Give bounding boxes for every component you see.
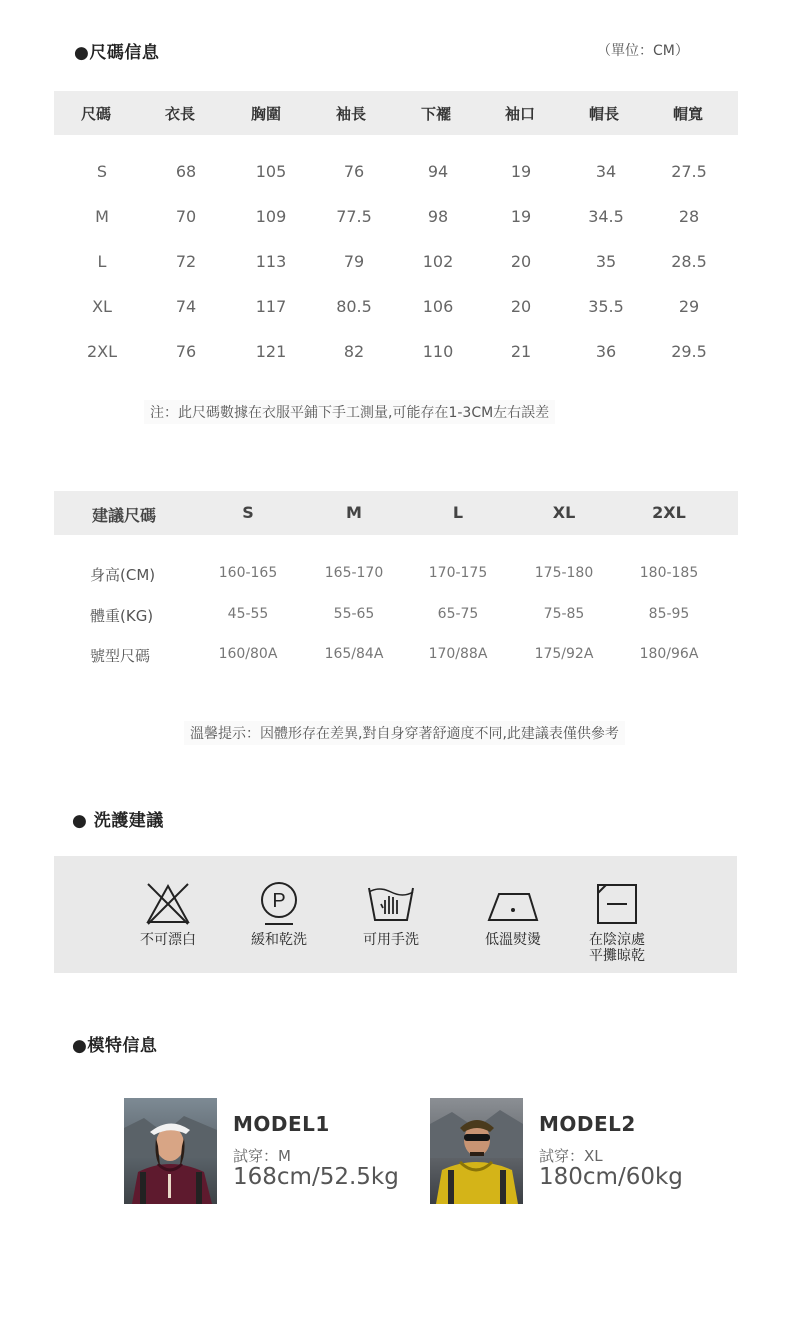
care-item (234, 880, 324, 948)
model2-measurements: 180cm/60kg (539, 1164, 683, 1190)
recommend-cell: 170/88A (428, 646, 488, 662)
size-cell: 102 (422, 252, 454, 271)
size-table-row (54, 205, 738, 229)
size-cell: 98 (427, 207, 449, 226)
size-cell: 117 (255, 297, 287, 316)
size-cell: 19 (510, 162, 532, 181)
size-cell: 80.5 (336, 297, 372, 316)
size-cell: M (95, 207, 109, 226)
care-item (123, 880, 213, 948)
size-cell: 28.5 (671, 252, 707, 271)
recommend-row-label: 體重(KG) (90, 607, 154, 625)
care-label: 可用手洗 (363, 932, 419, 948)
care-panel (54, 856, 737, 973)
size-table-row (54, 250, 738, 274)
size-header-cell: 帽長 (588, 105, 619, 123)
size-header-cell: 袖長 (335, 105, 366, 123)
recommend-table-row (54, 562, 738, 586)
size-header-cell: 尺碼 (80, 105, 111, 123)
size-table-row (54, 295, 738, 319)
svg-text:P: P (272, 890, 286, 912)
recommend-header-cell: XL (552, 503, 576, 522)
low-iron-icon (485, 880, 541, 928)
care-label: 緩和乾洗 (251, 932, 307, 948)
size-cell: 82 (343, 342, 365, 361)
gentle-dry-clean-icon (255, 880, 303, 928)
size-cell: 34.5 (588, 207, 624, 226)
size-cell: 19 (510, 207, 532, 226)
recommend-cell: 160-165 (218, 565, 278, 581)
recommend-header-cell: 2XL (652, 503, 686, 522)
model2-photo (430, 1098, 523, 1204)
size-cell: 77.5 (336, 207, 372, 226)
size-cell: 94 (427, 162, 449, 181)
size-cell: 76 (175, 342, 197, 361)
care-label: 不可漂白 (140, 932, 196, 948)
recommend-header-cell: S (242, 503, 254, 522)
size-note: 注：此尺碼數據在衣服平鋪下手工測量,可能存在1-3CM左右誤差 (144, 400, 555, 424)
size-cell: 110 (422, 342, 454, 361)
size-cell: S (96, 162, 108, 181)
model1-name: MODEL1 (233, 1112, 330, 1136)
model2-try-size: 試穿：XL (539, 1147, 603, 1165)
recommend-cell: 170-175 (428, 565, 488, 581)
recommend-cell: 175/92A (534, 646, 594, 662)
size-cell: 105 (255, 162, 287, 181)
size-cell: 113 (255, 252, 287, 271)
model1-measurements: 168cm/52.5kg (233, 1164, 399, 1190)
recommend-cell: 65-75 (437, 606, 479, 622)
recommend-table-row (54, 643, 738, 667)
size-header-cell: 胸圍 (250, 105, 281, 123)
care-item (572, 880, 662, 964)
model2-name: MODEL2 (539, 1112, 636, 1136)
size-cell: 35 (595, 252, 617, 271)
size-cell: 76 (343, 162, 365, 181)
size-table-row (54, 340, 738, 364)
size-cell: 29 (678, 297, 700, 316)
model1-try-size: 試穿：M (233, 1147, 291, 1165)
size-cell: XL (92, 297, 112, 316)
recommend-header-cell: L (452, 503, 464, 522)
size-cell: 36 (595, 342, 617, 361)
recommend-cell: 175-180 (534, 565, 594, 581)
model-info-title: ●模特信息 (72, 1036, 158, 1056)
care-item (468, 880, 558, 948)
size-cell: 74 (175, 297, 197, 316)
care-title: ● 洗護建議 (72, 811, 164, 831)
recommend-cell: 160/80A (218, 646, 278, 662)
size-cell: 27.5 (671, 162, 707, 181)
size-cell: 68 (175, 162, 197, 181)
recommend-table-row (54, 603, 738, 627)
size-cell: 2XL (86, 342, 118, 361)
size-cell: L (97, 252, 107, 271)
recommend-cell: 180-185 (639, 565, 699, 581)
size-header-cell: 下襬 (420, 105, 451, 123)
size-cell: 106 (422, 297, 454, 316)
size-cell: 121 (255, 342, 287, 361)
recommend-header-cell: M (346, 503, 362, 522)
size-cell: 21 (510, 342, 532, 361)
size-cell: 79 (343, 252, 365, 271)
recommend-cell: 85-95 (648, 606, 690, 622)
size-cell: 109 (255, 207, 287, 226)
hand-wash-icon (365, 880, 417, 928)
recommend-header-cell: 建議尺碼 (91, 506, 156, 525)
recommend-cell: 165/84A (324, 646, 384, 662)
size-cell: 20 (510, 297, 532, 316)
shade-flat-dry-icon (593, 880, 641, 928)
care-label: 低溫熨燙 (485, 932, 541, 948)
recommend-cell: 75-85 (543, 606, 585, 622)
recommend-cell: 55-65 (333, 606, 375, 622)
size-cell: 70 (175, 207, 197, 226)
size-cell: 72 (175, 252, 197, 271)
recommend-cell: 45-55 (227, 606, 269, 622)
recommend-cell: 165-170 (324, 565, 384, 581)
size-table-header (54, 91, 738, 135)
care-item (346, 880, 436, 948)
size-header-cell: 帽寬 (672, 105, 703, 123)
size-cell: 35.5 (588, 297, 624, 316)
recommend-tip: 溫馨提示：因體形存在差異,對自身穿著舒適度不同,此建議表僅供參考 (184, 721, 625, 745)
size-header-cell: 袖口 (504, 105, 535, 123)
no-bleach-icon (144, 880, 192, 928)
recommend-cell: 180/96A (639, 646, 699, 662)
size-cell: 34 (595, 162, 617, 181)
model1-photo (124, 1098, 217, 1204)
size-info-title: ●尺碼信息 (74, 43, 160, 63)
recommend-table-header (54, 491, 738, 535)
recommend-row-label: 身高(CM) (90, 566, 156, 584)
size-table-row (54, 160, 738, 184)
recommend-row-label: 號型尺碼 (90, 647, 151, 665)
size-cell: 29.5 (671, 342, 707, 361)
size-header-cell: 衣長 (164, 105, 195, 123)
unit-label: （單位：CM） (597, 43, 689, 59)
size-cell: 20 (510, 252, 532, 271)
care-label: 在陰涼處 平攤晾乾 (589, 932, 645, 964)
size-cell: 28 (678, 207, 700, 226)
